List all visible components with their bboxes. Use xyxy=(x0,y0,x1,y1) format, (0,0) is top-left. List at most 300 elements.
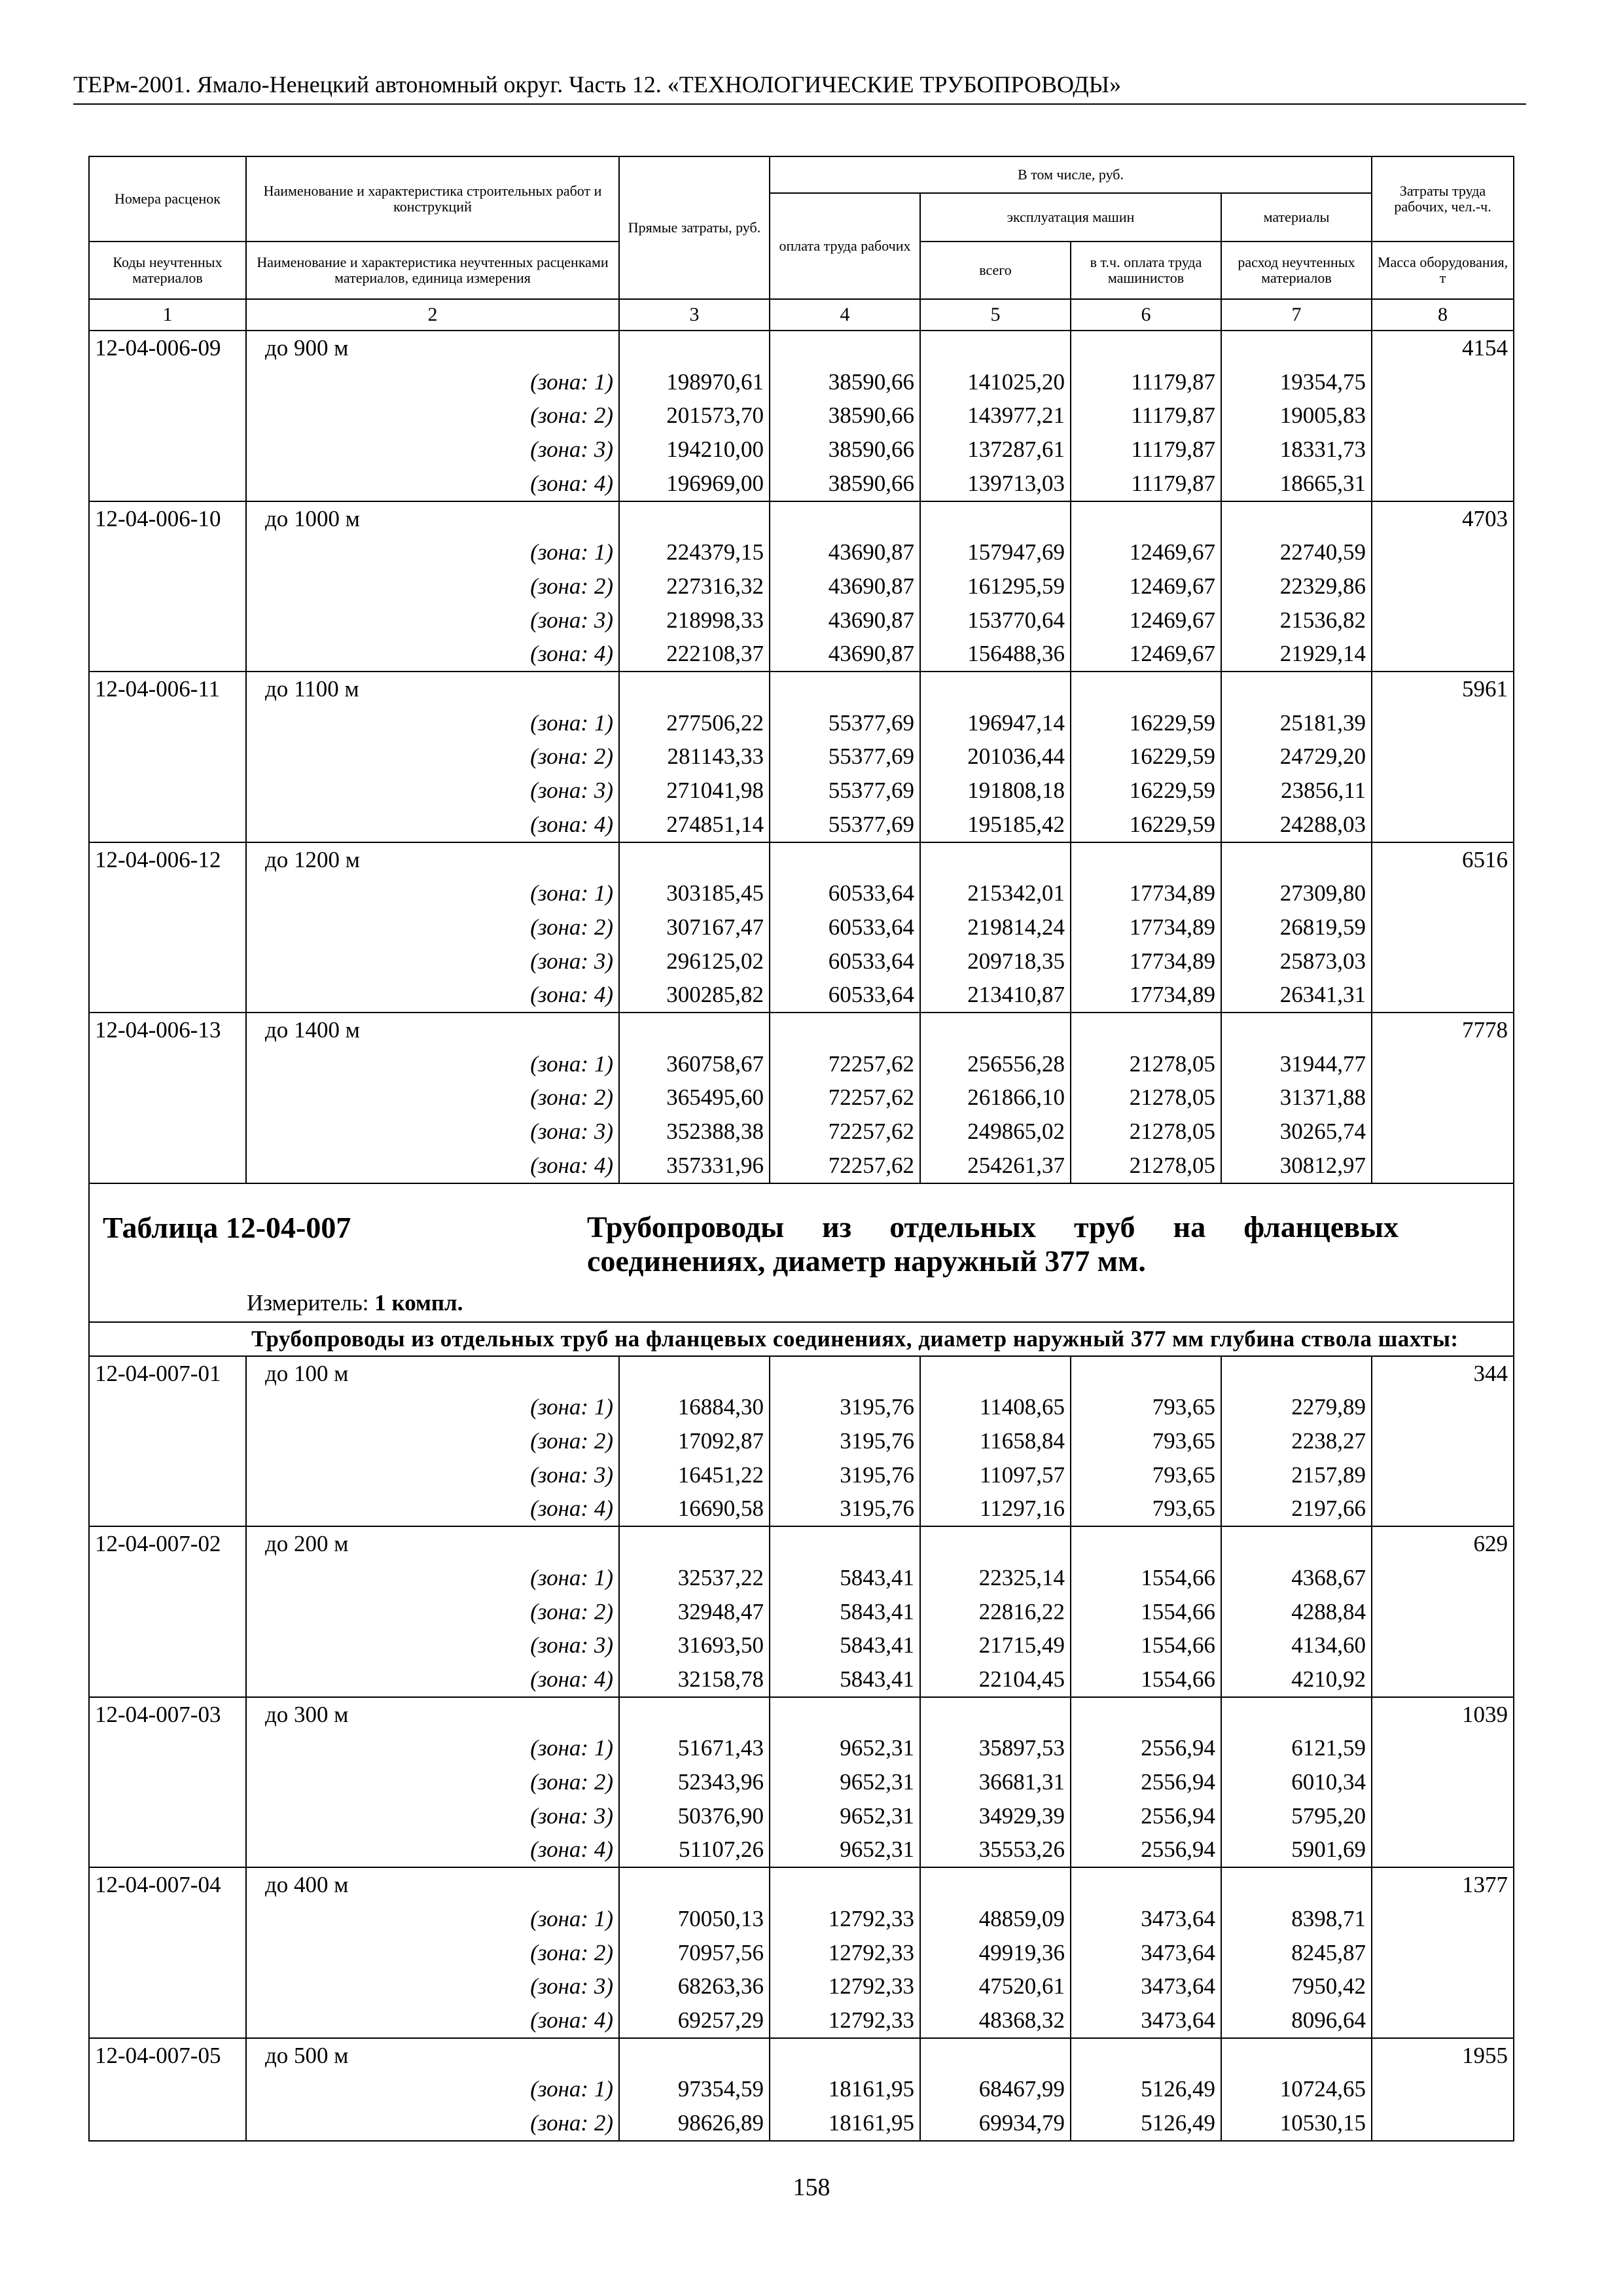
zone-label: (зона: 1) xyxy=(246,1047,619,1081)
empty-cell xyxy=(1372,1458,1514,1492)
zone-label: (зона: 1) xyxy=(246,1390,619,1424)
rate-code: 12-04-007-01 xyxy=(89,1356,246,1391)
zone-row xyxy=(89,365,1514,399)
labor-cost: 4703 xyxy=(1372,501,1514,536)
materials: 22740,59 xyxy=(1221,535,1372,569)
rate-code: 12-04-007-04 xyxy=(89,1867,246,1902)
empty-cell xyxy=(770,1013,920,1047)
rate-name: до 300 м xyxy=(246,1697,619,1732)
direct-costs: 32158,78 xyxy=(619,1662,770,1697)
empty-cell xyxy=(1372,1628,1514,1662)
zone-row xyxy=(89,1799,1514,1833)
zone-row xyxy=(89,1115,1514,1149)
zone-row xyxy=(89,944,1514,978)
operator-wages: 12469,67 xyxy=(1071,603,1221,637)
header-machines-total: всего xyxy=(920,242,1071,299)
zone-row xyxy=(89,2003,1514,2038)
empty-cell xyxy=(770,1526,920,1561)
empty-cell xyxy=(619,1356,770,1391)
machines-total: 22325,14 xyxy=(920,1561,1071,1595)
empty-cell xyxy=(1372,569,1514,603)
empty-cell xyxy=(1221,1356,1372,1391)
operator-wages: 1554,66 xyxy=(1071,1662,1221,1697)
zone-row xyxy=(89,433,1514,467)
zone-row xyxy=(89,808,1514,842)
empty-cell xyxy=(770,331,920,365)
page-header: ТЕРм-2001. Ямало-Ненецкий автономный округ. Часть 12. «ТЕХНОЛОГИЧЕСКИЕ ТРУБОПРОВОДЫ» xyxy=(73,71,1526,105)
direct-costs: 51107,26 xyxy=(619,1833,770,1867)
wages: 18161,95 xyxy=(770,2106,920,2141)
zone-row xyxy=(89,774,1514,808)
rate-code: 12-04-006-12 xyxy=(89,842,246,877)
header-direct-costs: Прямые затраты, руб. xyxy=(619,156,770,299)
section-header xyxy=(89,1183,1514,1356)
direct-costs: 16884,30 xyxy=(619,1390,770,1424)
empty-cell xyxy=(89,1081,246,1115)
machines-total: 47520,61 xyxy=(920,1969,1071,2003)
operator-wages: 16229,59 xyxy=(1071,774,1221,808)
page-number: 158 xyxy=(793,2174,830,2201)
materials: 6121,59 xyxy=(1221,1731,1372,1765)
wages: 5843,41 xyxy=(770,1628,920,1662)
rate-name: до 200 м xyxy=(246,1526,619,1561)
empty-cell xyxy=(920,501,1071,536)
direct-costs: 68263,36 xyxy=(619,1969,770,2003)
column-number: 3 xyxy=(619,299,770,331)
zone-label: (зона: 2) xyxy=(246,399,619,433)
empty-cell xyxy=(1372,774,1514,808)
zone-row xyxy=(89,535,1514,569)
direct-costs: 274851,14 xyxy=(619,808,770,842)
wages: 12792,33 xyxy=(770,1902,920,1936)
empty-cell xyxy=(1372,1902,1514,1936)
empty-cell xyxy=(619,1526,770,1561)
empty-cell xyxy=(1071,842,1221,877)
rate-code: 12-04-006-11 xyxy=(89,672,246,706)
empty-cell xyxy=(1221,331,1372,365)
rate-code: 12-04-006-09 xyxy=(89,331,246,365)
operator-wages: 21278,05 xyxy=(1071,1081,1221,1115)
wages: 38590,66 xyxy=(770,433,920,467)
zone-row xyxy=(89,569,1514,603)
wages: 3195,76 xyxy=(770,1424,920,1458)
zone-row xyxy=(89,399,1514,433)
materials: 8245,87 xyxy=(1221,1936,1372,1970)
empty-cell xyxy=(1372,1799,1514,1833)
direct-costs: 307167,47 xyxy=(619,910,770,944)
operator-wages: 17734,89 xyxy=(1071,910,1221,944)
empty-cell xyxy=(770,842,920,877)
empty-cell xyxy=(1372,1595,1514,1629)
empty-cell xyxy=(1372,1047,1514,1081)
materials: 6010,34 xyxy=(1221,1765,1372,1799)
empty-cell xyxy=(89,774,246,808)
direct-costs: 360758,67 xyxy=(619,1047,770,1081)
table-title: Трубопроводы из отдельных труб на фланцевых соединениях, диаметр наружный 377 мм. xyxy=(587,1210,1399,1278)
empty-cell xyxy=(89,1595,246,1629)
operator-wages: 3473,64 xyxy=(1071,1902,1221,1936)
empty-cell xyxy=(89,1424,246,1458)
zone-label: (зона: 3) xyxy=(246,1969,619,2003)
machines-total: 219814,24 xyxy=(920,910,1071,944)
direct-costs: 218998,33 xyxy=(619,603,770,637)
operator-wages: 793,65 xyxy=(1071,1492,1221,1526)
materials: 24729,20 xyxy=(1221,740,1372,774)
machines-total: 11408,65 xyxy=(920,1390,1071,1424)
machines-total: 68467,99 xyxy=(920,2072,1071,2106)
empty-cell xyxy=(770,1697,920,1732)
header-labor: Затраты труда рабочих, чел.-ч. xyxy=(1372,156,1514,242)
header-including: В том числе, руб. xyxy=(770,156,1372,193)
machines-total: 22816,22 xyxy=(920,1595,1071,1629)
empty-cell xyxy=(920,331,1071,365)
direct-costs: 201573,70 xyxy=(619,399,770,433)
operator-wages: 11179,87 xyxy=(1071,467,1221,501)
operator-wages: 5126,49 xyxy=(1071,2106,1221,2141)
empty-cell xyxy=(89,876,246,910)
machines-total: 209718,35 xyxy=(920,944,1071,978)
empty-cell xyxy=(1372,1561,1514,1595)
wages: 43690,87 xyxy=(770,569,920,603)
zone-label: (зона: 3) xyxy=(246,1799,619,1833)
zone-row xyxy=(89,1628,1514,1662)
direct-costs: 50376,90 xyxy=(619,1799,770,1833)
header-machines: эксплуатация машин xyxy=(920,193,1221,242)
zone-label: (зона: 1) xyxy=(246,1902,619,1936)
machines-total: 261866,10 xyxy=(920,1081,1071,1115)
wages: 9652,31 xyxy=(770,1765,920,1799)
operator-wages: 2556,94 xyxy=(1071,1799,1221,1833)
empty-cell xyxy=(1372,637,1514,672)
operator-wages: 2556,94 xyxy=(1071,1731,1221,1765)
zone-label: (зона: 2) xyxy=(246,1595,619,1629)
wages: 55377,69 xyxy=(770,740,920,774)
empty-cell xyxy=(1372,2003,1514,2038)
empty-cell xyxy=(1372,1936,1514,1970)
wages: 60533,64 xyxy=(770,910,920,944)
operator-wages: 793,65 xyxy=(1071,1458,1221,1492)
operator-wages: 21278,05 xyxy=(1071,1149,1221,1183)
zone-label: (зона: 3) xyxy=(246,1458,619,1492)
zone-row xyxy=(89,910,1514,944)
empty-cell xyxy=(619,2038,770,2073)
table-group-12-04-006 xyxy=(89,331,1514,1183)
labor-cost: 7778 xyxy=(1372,1013,1514,1047)
operator-wages: 2556,94 xyxy=(1071,1833,1221,1867)
rate-row xyxy=(89,501,1514,536)
empty-cell xyxy=(770,672,920,706)
empty-cell xyxy=(1372,399,1514,433)
machines-total: 156488,36 xyxy=(920,637,1071,672)
materials: 21929,14 xyxy=(1221,637,1372,672)
machines-total: 11097,57 xyxy=(920,1458,1071,1492)
empty-cell xyxy=(1071,331,1221,365)
rate-code: 12-04-007-02 xyxy=(89,1526,246,1561)
zone-label: (зона: 3) xyxy=(246,433,619,467)
machines-total: 69934,79 xyxy=(920,2106,1071,2141)
operator-wages: 1554,66 xyxy=(1071,1595,1221,1629)
wages: 5843,41 xyxy=(770,1561,920,1595)
empty-cell xyxy=(1071,501,1221,536)
direct-costs: 222108,37 xyxy=(619,637,770,672)
rate-row xyxy=(89,331,1514,365)
empty-cell xyxy=(89,365,246,399)
column-number: 6 xyxy=(1071,299,1221,331)
zone-label: (зона: 3) xyxy=(246,1628,619,1662)
header-work-name: Наименование и характеристика строительных работ и конструкций xyxy=(246,156,619,242)
zone-row xyxy=(89,1765,1514,1799)
empty-cell xyxy=(89,1115,246,1149)
zone-label: (зона: 4) xyxy=(246,1833,619,1867)
empty-cell xyxy=(89,1492,246,1526)
machines-total: 48368,32 xyxy=(920,2003,1071,2038)
labor-cost: 1955 xyxy=(1372,2038,1514,2073)
operator-wages: 12469,67 xyxy=(1071,637,1221,672)
wages: 5843,41 xyxy=(770,1662,920,1697)
header-material-names: Наименование и характеристика неучтенных расценками материалов, единица измерения xyxy=(246,242,619,299)
empty-cell xyxy=(1071,1356,1221,1391)
machines-total: 11297,16 xyxy=(920,1492,1071,1526)
empty-cell xyxy=(1372,535,1514,569)
empty-cell xyxy=(89,978,246,1013)
empty-cell xyxy=(89,569,246,603)
zone-label: (зона: 2) xyxy=(246,910,619,944)
empty-cell xyxy=(619,501,770,536)
wages: 12792,33 xyxy=(770,1936,920,1970)
zone-row xyxy=(89,1047,1514,1081)
direct-costs: 224379,15 xyxy=(619,535,770,569)
machines-total: 215342,01 xyxy=(920,876,1071,910)
zone-row xyxy=(89,1492,1514,1526)
materials: 26341,31 xyxy=(1221,978,1372,1013)
machines-total: 143977,21 xyxy=(920,399,1071,433)
zone-label: (зона: 4) xyxy=(246,1492,619,1526)
rate-row xyxy=(89,2038,1514,2073)
operator-wages: 5126,49 xyxy=(1071,2072,1221,2106)
zone-label: (зона: 2) xyxy=(246,2106,619,2141)
empty-cell xyxy=(89,1390,246,1424)
direct-costs: 17092,87 xyxy=(619,1424,770,1458)
zone-row xyxy=(89,1595,1514,1629)
wages: 72257,62 xyxy=(770,1149,920,1183)
direct-costs: 352388,38 xyxy=(619,1115,770,1149)
machines-total: 139713,03 xyxy=(920,467,1071,501)
machines-total: 137287,61 xyxy=(920,433,1071,467)
materials: 26819,59 xyxy=(1221,910,1372,944)
materials: 2197,66 xyxy=(1221,1492,1372,1526)
zone-label: (зона: 4) xyxy=(246,808,619,842)
zone-label: (зона: 2) xyxy=(246,740,619,774)
empty-cell xyxy=(1372,1390,1514,1424)
rate-name: до 1100 м xyxy=(246,672,619,706)
empty-cell xyxy=(1372,1081,1514,1115)
zone-row xyxy=(89,1149,1514,1183)
materials: 27309,80 xyxy=(1221,876,1372,910)
machines-total: 153770,64 xyxy=(920,603,1071,637)
zone-row xyxy=(89,876,1514,910)
wages: 3195,76 xyxy=(770,1458,920,1492)
empty-cell xyxy=(1372,876,1514,910)
zone-label: (зона: 4) xyxy=(246,637,619,672)
labor-cost: 1039 xyxy=(1372,1697,1514,1732)
operator-wages: 16229,59 xyxy=(1071,808,1221,842)
empty-cell xyxy=(619,1697,770,1732)
empty-cell xyxy=(89,808,246,842)
machines-total: 36681,31 xyxy=(920,1765,1071,1799)
empty-cell xyxy=(1372,1969,1514,2003)
zone-label: (зона: 1) xyxy=(246,706,619,740)
operator-wages: 793,65 xyxy=(1071,1424,1221,1458)
rate-row xyxy=(89,842,1514,877)
operator-wages: 3473,64 xyxy=(1071,1969,1221,2003)
zone-label: (зона: 2) xyxy=(246,1081,619,1115)
materials: 30812,97 xyxy=(1221,1149,1372,1183)
materials: 10724,65 xyxy=(1221,2072,1372,2106)
materials: 18331,73 xyxy=(1221,433,1372,467)
operator-wages: 3473,64 xyxy=(1071,2003,1221,2038)
header-materials: материалы xyxy=(1221,193,1372,242)
wages: 3195,76 xyxy=(770,1390,920,1424)
empty-cell xyxy=(920,1697,1071,1732)
empty-cell xyxy=(1071,1867,1221,1902)
materials: 10530,15 xyxy=(1221,2106,1372,2141)
zone-row xyxy=(89,2072,1514,2106)
zone-row xyxy=(89,1833,1514,1867)
labor-cost: 629 xyxy=(1372,1526,1514,1561)
machines-total: 254261,37 xyxy=(920,1149,1071,1183)
empty-cell xyxy=(920,842,1071,877)
empty-cell xyxy=(1372,603,1514,637)
machines-total: 34929,39 xyxy=(920,1799,1071,1833)
direct-costs: 16451,22 xyxy=(619,1458,770,1492)
empty-cell xyxy=(1071,672,1221,706)
zone-row xyxy=(89,2106,1514,2141)
empty-cell xyxy=(1221,1526,1372,1561)
wages: 72257,62 xyxy=(770,1081,920,1115)
empty-cell xyxy=(89,2072,246,2106)
materials: 25873,03 xyxy=(1221,944,1372,978)
materials: 22329,86 xyxy=(1221,569,1372,603)
direct-costs: 300285,82 xyxy=(619,978,770,1013)
empty-cell xyxy=(619,1013,770,1047)
zone-label: (зона: 2) xyxy=(246,1424,619,1458)
empty-cell xyxy=(89,1458,246,1492)
header-wages: оплата труда рабочих xyxy=(770,193,920,299)
materials: 8096,64 xyxy=(1221,2003,1372,2038)
materials: 19005,83 xyxy=(1221,399,1372,433)
zone-label: (зона: 1) xyxy=(246,535,619,569)
direct-costs: 277506,22 xyxy=(619,706,770,740)
operator-wages: 21278,05 xyxy=(1071,1115,1221,1149)
empty-cell xyxy=(1372,1424,1514,1458)
wages: 38590,66 xyxy=(770,467,920,501)
empty-cell xyxy=(1071,2038,1221,2073)
zone-row xyxy=(89,1458,1514,1492)
zone-row xyxy=(89,467,1514,501)
header-unaccounted-materials: расход неучтенных материалов xyxy=(1221,242,1372,299)
empty-cell xyxy=(89,637,246,672)
empty-cell xyxy=(89,2003,246,2038)
table-title-block xyxy=(89,1183,1514,1322)
direct-costs: 32537,22 xyxy=(619,1561,770,1595)
empty-cell xyxy=(1372,467,1514,501)
header-equipment-mass: Масса оборудования, т xyxy=(1372,242,1514,299)
empty-cell xyxy=(770,501,920,536)
empty-cell xyxy=(89,1765,246,1799)
empty-cell xyxy=(1071,1697,1221,1732)
wages: 9652,31 xyxy=(770,1833,920,1867)
empty-cell xyxy=(89,467,246,501)
table-label: Таблица 12-04-007 xyxy=(103,1210,351,1244)
empty-cell xyxy=(1221,1867,1372,1902)
empty-cell xyxy=(1372,808,1514,842)
rates-table xyxy=(88,156,1514,2142)
wages: 55377,69 xyxy=(770,706,920,740)
materials: 31371,88 xyxy=(1221,1081,1372,1115)
machines-total: 191808,18 xyxy=(920,774,1071,808)
empty-cell xyxy=(1372,706,1514,740)
measure-value: 1 компл. xyxy=(374,1289,463,1316)
empty-cell xyxy=(770,1867,920,1902)
wages: 9652,31 xyxy=(770,1731,920,1765)
zone-row xyxy=(89,706,1514,740)
materials: 21536,82 xyxy=(1221,603,1372,637)
operator-wages: 2556,94 xyxy=(1071,1765,1221,1799)
rate-code: 12-04-006-10 xyxy=(89,501,246,536)
empty-cell xyxy=(89,1902,246,1936)
column-number: 1 xyxy=(89,299,246,331)
empty-cell xyxy=(920,2038,1071,2073)
materials: 5795,20 xyxy=(1221,1799,1372,1833)
rate-row xyxy=(89,1697,1514,1732)
empty-cell xyxy=(89,1936,246,1970)
wages: 5843,41 xyxy=(770,1595,920,1629)
direct-costs: 70957,56 xyxy=(619,1936,770,1970)
wages: 12792,33 xyxy=(770,2003,920,2038)
empty-cell xyxy=(1372,740,1514,774)
empty-cell xyxy=(1372,944,1514,978)
rate-name: до 500 м xyxy=(246,2038,619,2073)
direct-costs: 296125,02 xyxy=(619,944,770,978)
materials: 24288,03 xyxy=(1221,808,1372,842)
empty-cell xyxy=(1372,433,1514,467)
direct-costs: 98626,89 xyxy=(619,2106,770,2141)
machines-total: 22104,45 xyxy=(920,1662,1071,1697)
machines-total: 195185,42 xyxy=(920,808,1071,842)
column-number: 7 xyxy=(1221,299,1372,331)
empty-cell xyxy=(1372,1492,1514,1526)
rate-row xyxy=(89,1356,1514,1391)
zone-label: (зона: 3) xyxy=(246,1115,619,1149)
measure-label: Измеритель: xyxy=(247,1289,369,1316)
materials: 4288,84 xyxy=(1221,1595,1372,1629)
empty-cell xyxy=(1372,978,1514,1013)
machines-total: 21715,49 xyxy=(920,1628,1071,1662)
column-number: 4 xyxy=(770,299,920,331)
zone-row xyxy=(89,1081,1514,1115)
header-operator-wages: в т.ч. оплата труда машинистов xyxy=(1071,242,1221,299)
empty-cell xyxy=(89,1047,246,1081)
operator-wages: 11179,87 xyxy=(1071,399,1221,433)
direct-costs: 70050,13 xyxy=(619,1902,770,1936)
empty-cell xyxy=(89,1969,246,2003)
header-material-codes: Коды неучтенных материалов xyxy=(89,242,246,299)
empty-cell xyxy=(1221,672,1372,706)
materials: 18665,31 xyxy=(1221,467,1372,501)
empty-cell xyxy=(1372,1149,1514,1183)
materials: 4134,60 xyxy=(1221,1628,1372,1662)
measure-unit xyxy=(247,1290,1500,1316)
